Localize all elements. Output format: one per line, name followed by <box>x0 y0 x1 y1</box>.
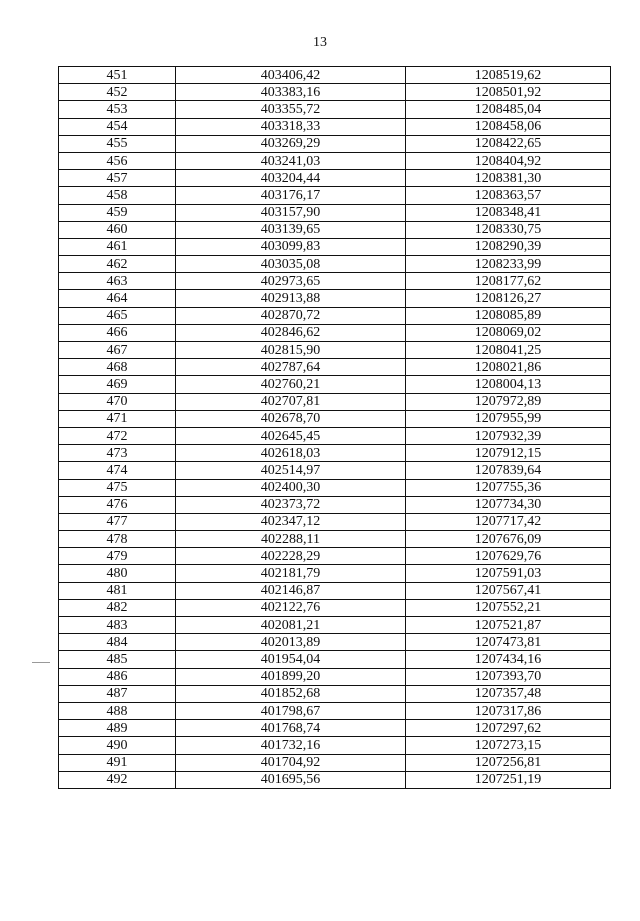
y-coordinate-cell: 1207256,81 <box>406 754 611 771</box>
table-row <box>59 685 611 702</box>
table-row <box>59 651 611 668</box>
x-coordinate-cell: 402514,97 <box>176 462 406 479</box>
x-coordinate-cell: 402973,65 <box>176 273 406 290</box>
y-coordinate-cell: 1208485,04 <box>406 101 611 118</box>
y-coordinate-cell: 1207393,70 <box>406 668 611 685</box>
x-coordinate-cell: 401852,68 <box>176 685 406 702</box>
point-number-cell: 458 <box>59 187 176 204</box>
point-number-cell: 485 <box>59 651 176 668</box>
y-coordinate-cell: 1208363,57 <box>406 187 611 204</box>
x-coordinate-cell: 402678,70 <box>176 410 406 427</box>
y-coordinate-cell: 1208381,30 <box>406 170 611 187</box>
y-coordinate-cell: 1207552,21 <box>406 599 611 616</box>
table-row <box>59 238 611 255</box>
point-number-cell: 477 <box>59 513 176 530</box>
y-coordinate-cell: 1208177,62 <box>406 273 611 290</box>
table-row <box>59 445 611 462</box>
x-coordinate-cell: 401704,92 <box>176 754 406 771</box>
y-coordinate-cell: 1207839,64 <box>406 462 611 479</box>
table-row <box>59 256 611 273</box>
table-row <box>59 496 611 513</box>
table-row <box>59 720 611 737</box>
table-row <box>59 548 611 565</box>
table-row <box>59 290 611 307</box>
point-number-cell: 487 <box>59 685 176 702</box>
point-number-cell: 472 <box>59 427 176 444</box>
table-row <box>59 393 611 410</box>
point-number-cell: 462 <box>59 256 176 273</box>
x-coordinate-cell: 402846,62 <box>176 324 406 341</box>
y-coordinate-cell: 1207317,86 <box>406 702 611 719</box>
y-coordinate-cell: 1207357,48 <box>406 685 611 702</box>
y-coordinate-cell: 1207717,42 <box>406 513 611 530</box>
x-coordinate-cell: 402347,12 <box>176 513 406 530</box>
table-row <box>59 462 611 479</box>
x-coordinate-cell: 401899,20 <box>176 668 406 685</box>
x-coordinate-cell: 402373,72 <box>176 496 406 513</box>
point-number-cell: 461 <box>59 238 176 255</box>
point-number-cell: 481 <box>59 582 176 599</box>
x-coordinate-cell: 403099,83 <box>176 238 406 255</box>
table-row <box>59 221 611 238</box>
table-row <box>59 307 611 324</box>
x-coordinate-cell: 402760,21 <box>176 376 406 393</box>
point-number-cell: 467 <box>59 342 176 359</box>
x-coordinate-cell: 401768,74 <box>176 720 406 737</box>
x-coordinate-cell: 402645,45 <box>176 427 406 444</box>
point-number-cell: 483 <box>59 617 176 634</box>
table-row <box>59 84 611 101</box>
y-coordinate-cell: 1207912,15 <box>406 445 611 462</box>
table-row <box>59 582 611 599</box>
y-coordinate-cell: 1207434,16 <box>406 651 611 668</box>
point-number-cell: 474 <box>59 462 176 479</box>
x-coordinate-cell: 401695,56 <box>176 771 406 788</box>
point-number-cell: 460 <box>59 221 176 238</box>
y-coordinate-cell: 1208041,25 <box>406 342 611 359</box>
point-number-cell: 479 <box>59 548 176 565</box>
table-row <box>59 187 611 204</box>
point-number-cell: 452 <box>59 84 176 101</box>
x-coordinate-cell: 402228,29 <box>176 548 406 565</box>
table-row <box>59 702 611 719</box>
table-row <box>59 359 611 376</box>
x-coordinate-cell: 403035,08 <box>176 256 406 273</box>
x-coordinate-cell: 403176,17 <box>176 187 406 204</box>
point-number-cell: 469 <box>59 376 176 393</box>
point-number-cell: 476 <box>59 496 176 513</box>
table-row <box>59 204 611 221</box>
table-row <box>59 668 611 685</box>
table-row <box>59 170 611 187</box>
x-coordinate-cell: 402707,81 <box>176 393 406 410</box>
x-coordinate-cell: 402146,87 <box>176 582 406 599</box>
point-number-cell: 490 <box>59 737 176 754</box>
table-row <box>59 771 611 788</box>
y-coordinate-cell: 1207567,41 <box>406 582 611 599</box>
point-number-cell: 466 <box>59 324 176 341</box>
point-number-cell: 488 <box>59 702 176 719</box>
table-row <box>59 67 611 84</box>
point-number-cell: 455 <box>59 135 176 152</box>
point-number-cell: 482 <box>59 599 176 616</box>
y-coordinate-cell: 1208290,39 <box>406 238 611 255</box>
table-row <box>59 427 611 444</box>
x-coordinate-cell: 402618,03 <box>176 445 406 462</box>
table-row <box>59 479 611 496</box>
y-coordinate-cell: 1208501,92 <box>406 84 611 101</box>
y-coordinate-cell: 1207591,03 <box>406 565 611 582</box>
x-coordinate-cell: 403318,33 <box>176 118 406 135</box>
table-row <box>59 118 611 135</box>
y-coordinate-cell: 1207521,87 <box>406 617 611 634</box>
point-number-cell: 457 <box>59 170 176 187</box>
x-coordinate-cell: 403157,90 <box>176 204 406 221</box>
point-number-cell: 451 <box>59 67 176 84</box>
point-number-cell: 486 <box>59 668 176 685</box>
y-coordinate-cell: 1207755,36 <box>406 479 611 496</box>
x-coordinate-cell: 402288,11 <box>176 531 406 548</box>
x-coordinate-cell: 403241,03 <box>176 152 406 169</box>
point-number-cell: 453 <box>59 101 176 118</box>
table-row <box>59 599 611 616</box>
y-coordinate-cell: 1208330,75 <box>406 221 611 238</box>
margin-mark <box>32 662 50 663</box>
point-number-cell: 465 <box>59 307 176 324</box>
x-coordinate-cell: 402013,89 <box>176 634 406 651</box>
x-coordinate-cell: 403204,44 <box>176 170 406 187</box>
table-row <box>59 410 611 427</box>
y-coordinate-cell: 1208458,06 <box>406 118 611 135</box>
x-coordinate-cell: 402870,72 <box>176 307 406 324</box>
y-coordinate-cell: 1207955,99 <box>406 410 611 427</box>
coordinates-table-body <box>59 67 611 789</box>
y-coordinate-cell: 1208004,13 <box>406 376 611 393</box>
point-number-cell: 489 <box>59 720 176 737</box>
y-coordinate-cell: 1208404,92 <box>406 152 611 169</box>
table-row <box>59 273 611 290</box>
table-row <box>59 342 611 359</box>
y-coordinate-cell: 1208085,89 <box>406 307 611 324</box>
table-row <box>59 754 611 771</box>
table-row <box>59 324 611 341</box>
x-coordinate-cell: 403355,72 <box>176 101 406 118</box>
point-number-cell: 492 <box>59 771 176 788</box>
x-coordinate-cell: 401954,04 <box>176 651 406 668</box>
y-coordinate-cell: 1207629,76 <box>406 548 611 565</box>
point-number-cell: 471 <box>59 410 176 427</box>
table-row <box>59 152 611 169</box>
x-coordinate-cell: 403139,65 <box>176 221 406 238</box>
table-row <box>59 513 611 530</box>
table-row <box>59 565 611 582</box>
x-coordinate-cell: 401732,16 <box>176 737 406 754</box>
point-number-cell: 475 <box>59 479 176 496</box>
x-coordinate-cell: 402787,64 <box>176 359 406 376</box>
y-coordinate-cell: 1207473,81 <box>406 634 611 651</box>
y-coordinate-cell: 1207273,15 <box>406 737 611 754</box>
table-row <box>59 101 611 118</box>
x-coordinate-cell: 403269,29 <box>176 135 406 152</box>
x-coordinate-cell: 402081,21 <box>176 617 406 634</box>
point-number-cell: 473 <box>59 445 176 462</box>
table-row <box>59 376 611 393</box>
point-number-cell: 484 <box>59 634 176 651</box>
y-coordinate-cell: 1208021,86 <box>406 359 611 376</box>
y-coordinate-cell: 1208126,27 <box>406 290 611 307</box>
table-row <box>59 737 611 754</box>
x-coordinate-cell: 401798,67 <box>176 702 406 719</box>
point-number-cell: 480 <box>59 565 176 582</box>
x-coordinate-cell: 402181,79 <box>176 565 406 582</box>
page-number: 13 <box>313 35 327 50</box>
y-coordinate-cell: 1207932,39 <box>406 427 611 444</box>
coordinates-table <box>58 66 611 789</box>
table-row <box>59 617 611 634</box>
point-number-cell: 468 <box>59 359 176 376</box>
x-coordinate-cell: 402815,90 <box>176 342 406 359</box>
table-row <box>59 135 611 152</box>
point-number-cell: 456 <box>59 152 176 169</box>
x-coordinate-cell: 403406,42 <box>176 67 406 84</box>
point-number-cell: 491 <box>59 754 176 771</box>
point-number-cell: 454 <box>59 118 176 135</box>
y-coordinate-cell: 1208348,41 <box>406 204 611 221</box>
point-number-cell: 478 <box>59 531 176 548</box>
y-coordinate-cell: 1208233,99 <box>406 256 611 273</box>
x-coordinate-cell: 403383,16 <box>176 84 406 101</box>
x-coordinate-cell: 402400,30 <box>176 479 406 496</box>
point-number-cell: 463 <box>59 273 176 290</box>
y-coordinate-cell: 1208069,02 <box>406 324 611 341</box>
y-coordinate-cell: 1207676,09 <box>406 531 611 548</box>
y-coordinate-cell: 1207297,62 <box>406 720 611 737</box>
y-coordinate-cell: 1207972,89 <box>406 393 611 410</box>
y-coordinate-cell: 1208422,65 <box>406 135 611 152</box>
table-row <box>59 634 611 651</box>
x-coordinate-cell: 402122,76 <box>176 599 406 616</box>
x-coordinate-cell: 402913,88 <box>176 290 406 307</box>
point-number-cell: 470 <box>59 393 176 410</box>
y-coordinate-cell: 1207734,30 <box>406 496 611 513</box>
y-coordinate-cell: 1208519,62 <box>406 67 611 84</box>
point-number-cell: 464 <box>59 290 176 307</box>
point-number-cell: 459 <box>59 204 176 221</box>
y-coordinate-cell: 1207251,19 <box>406 771 611 788</box>
table-row <box>59 531 611 548</box>
